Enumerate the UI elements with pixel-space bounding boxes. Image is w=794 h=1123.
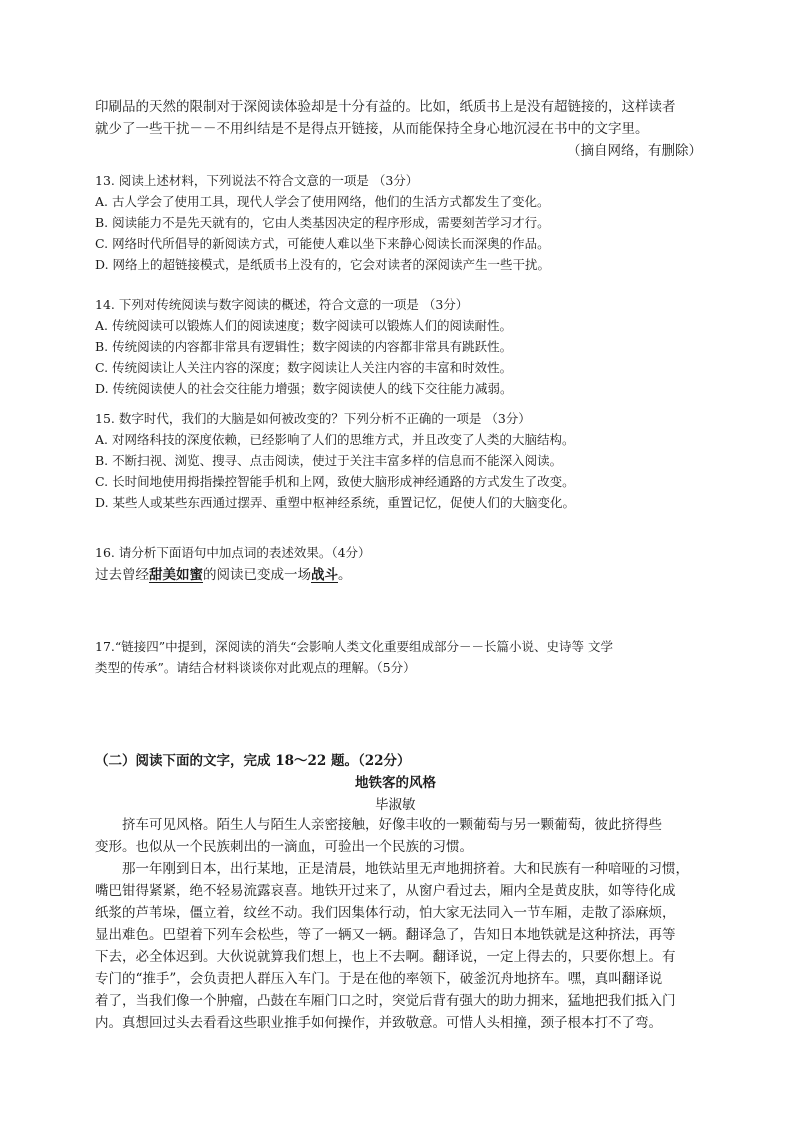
question-15-option-d: D. 某些人或某些东西通过摆弄、重塑中枢神经系统，重置记忆，促使人们的大脑变化。: [95, 495, 576, 510]
article-line: 嘴巴钳得紧紧，绝不轻易流露哀喜。地铁开过来了，从窗户看过去，厢内全是黄皮肤，如等待化成: [95, 883, 676, 899]
question-13-option-c: C. 网络时代所倡导的新阅读方式，可能使人难以坐下来静心阅读长而深奥的作品。: [95, 236, 550, 251]
paragraph-line: 就少了一些干扰－－不用纠结是不是得点开链接，从而能保持全身心地沉浸在书中的文字里。: [95, 121, 649, 137]
article-line: 变形。也似从一个民族刺出的一滴血，可验出一个民族的习惯。: [95, 839, 473, 855]
question-15-option-c: C. 长时间地使用拇指操控智能手机和上网，致使大脑形成神经通路的方式发生了改变。: [95, 474, 575, 489]
article-line: 下去，必全体迟到。大伙说就算我们想上，也上不去啊。翻译说，一定上得去的，只要你想上。有: [95, 949, 676, 965]
question-16-sentence: [95, 564, 352, 586]
marked-phrase-1: 甜美如蜜: [149, 567, 203, 583]
article-line: 显出难色。巴望着下列车会松些，等了一辆又一辆。翻译急了，告知日本地铁就是这种挤法，再等: [95, 927, 676, 943]
question-13-stem: 13. 阅读上述材料，下列说法不符合文意的一项是 （3分）: [95, 173, 419, 188]
question-13-option-d: D. 网络上的超链接模式，是纸质书上没有的，它会对读者的深阅读产生一些干扰。: [95, 257, 551, 272]
question-15-option-a: A. 对网络科技的深度依赖，已经影响了人们的思维方式，并且改变了人类的大脑结构。: [95, 432, 575, 447]
question-14-option-b: B. 传统阅读的内容都非常具有逻辑性；数字阅读的内容都非常具有跳跃性。: [95, 339, 513, 354]
question-16-stem: 16. 请分析下面语句中加点词的表述效果。（4分）: [95, 545, 371, 560]
article-line: 纸浆的芦苇垛，僵立着，纹丝不动。我们因集体行动，怕大家无法同入一节车厢，走散了添麻烦，: [95, 905, 676, 921]
article-line: 着了，当我们像一个肿瘤，凸鼓在车厢门口之时，突觉后背有强大的助力拥来，猛地把我们抵入门: [95, 993, 676, 1009]
sentence-text: 的阅读已变成一场: [203, 567, 311, 583]
question-14-option-d: D. 传统阅读使人的社会交往能力增强；数字阅读使人的线下交往能力减弱。: [95, 381, 513, 396]
article-author: 毕淑敏: [375, 797, 416, 813]
question-17-line: 17.“链接四”中提到，深阅读的消失“会影响人类文化重要组成部分－－长篇小说、史诗等 文学: [95, 639, 614, 654]
sentence-text: 。: [338, 567, 352, 583]
article-line: 内。真想回过头去看看这些职业推手如何操作，并致敬意。可惜人头相撞，颈子根本打不了弯。: [95, 1015, 662, 1031]
paragraph-line: 印刷品的天然的限制对于深阅读体验却是十分有益的。比如，纸质书上是没有超链接的，这样读者: [95, 99, 676, 115]
question-17-line: 类型的传承”。请结合材料谈谈你对此观点的理解。（5分）: [95, 660, 416, 675]
section-heading: （二）阅读下面的文字，完成 18～22 题。（22分）: [95, 753, 411, 769]
article-line: 挤车可见风格。陌生人与陌生人亲密接触，好像丰收的一颗葡萄与另一颗葡萄，彼此挤得些: [122, 817, 662, 833]
source-note: （摘自网络，有删除）: [567, 143, 702, 159]
question-15-stem: 15. 数字时代，我们的大脑是如何被改变的？下列分析不正确的一项是 （3分）: [95, 411, 531, 426]
article-line: 专门的“推手”，会负责把人群压入车门。于是在他的率领下，破釜沉舟地挤车。嘿，真叫翻译说: [95, 971, 663, 987]
marked-phrase-2: 战斗: [311, 567, 338, 583]
question-14-option-c: C. 传统阅读让人关注内容的深度；数字阅读让人关注内容的丰富和时效性。: [95, 360, 513, 375]
article-title: 地铁客的风格: [355, 775, 436, 791]
question-13-option-b: B. 阅读能力不是先天就有的，它由人类基因决定的程序形成，需要刻苦学习才行。: [95, 215, 550, 230]
question-13-option-a: A. 古人学会了使用工具，现代人学会了使用网络，他们的生活方式都发生了变化。: [95, 194, 550, 209]
question-14-option-a: A. 传统阅读可以锻炼人们的阅读速度；数字阅读可以锻炼人们的阅读耐性。: [95, 318, 512, 333]
article-line: 那一年刚到日本，出行某地，正是清晨，地铁站里无声地拥挤着。大和民族有一种喑哑的习惯，: [122, 861, 689, 877]
question-14-stem: 14. 下列对传统阅读与数字阅读的概述，符合文意的一项是 （3分）: [95, 297, 469, 312]
sentence-text: 过去曾经: [95, 567, 149, 583]
question-15-option-b: B. 不断扫视、浏览、搜寻、点击阅读，使过于关注丰富多样的信息而不能深入阅读。: [95, 453, 563, 468]
